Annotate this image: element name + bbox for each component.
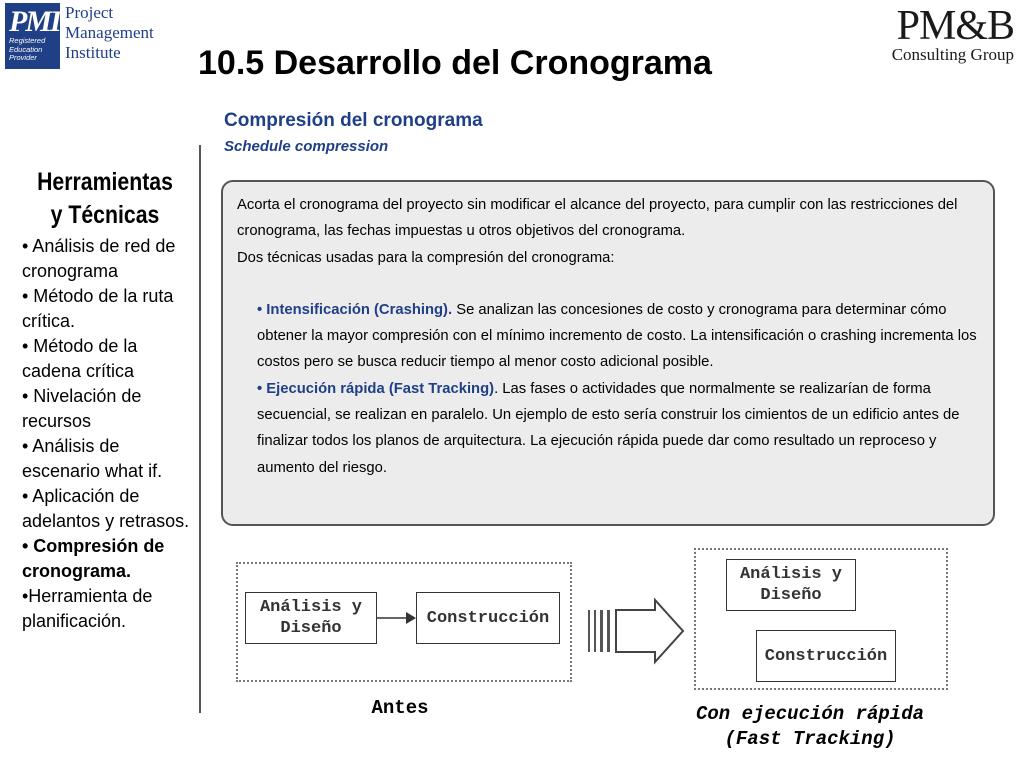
- before-caption: Antes: [371, 697, 429, 719]
- tools-list-item: • Método de la cadena crítica: [22, 336, 138, 381]
- pmi-registered-label: Registered Education Provider: [9, 36, 46, 62]
- pmi-mark-letters: PMI: [9, 5, 60, 38]
- description-intro: Acorta el cronograma del proyecto sin modificar el alcance del proyecto, para cumplir con las restricciones del cronograma, las fechas impuestas u otros objetivos del cronograma.: [237, 197, 958, 240]
- page-title: 10.5 Desarrollo del Cronograma: [198, 44, 712, 82]
- tools-list-item: • Análisis de red de cronograma: [22, 236, 176, 281]
- before-construction-node: Construcción: [416, 592, 560, 644]
- tools-list-item: • Análisis de escenario what if.: [22, 436, 163, 481]
- pmi-logo-text: Project Management Institute: [65, 3, 154, 62]
- fast-tracking-text: . Las fases o actividades que normalmente se realizarían de forma secuencial, se realizan en paralelo. Un ejemplo de esto sería construir los cimientos de un edificio antes de finalizar todos los planos de arquitectura. La ejecución rápida puede dar como resultado un reproceso y aumento del riesgo.: [257, 380, 960, 476]
- pmb-logo-name: PM&B: [896, 3, 1014, 49]
- tools-list-item: •Herramienta de planificación.: [22, 586, 153, 631]
- tools-list-item-highlighted: • Compresión de cronograma.: [22, 536, 165, 581]
- pmb-logo-subtitle: Consulting Group: [891, 45, 1014, 64]
- after-analysis-design-node: Análisis y Diseño: [726, 559, 856, 611]
- tools-list-item: • Método de la ruta crítica.: [22, 286, 174, 331]
- flow-arrow-head: [406, 612, 416, 624]
- after-caption: Con ejecución rápida (Fast Tracking): [695, 703, 925, 750]
- tools-heading: Herramientas y Técnicas: [37, 168, 173, 229]
- before-analysis-design-node: Análisis y Diseño: [245, 592, 377, 644]
- tools-list-item: • Aplicación de adelantos y retrasos.: [22, 486, 190, 531]
- section-subtitle: Compresión del cronograma: [224, 110, 483, 131]
- transition-arrow-icon: [588, 600, 683, 662]
- crashing-heading: • Intensificación (Crashing).: [257, 301, 453, 318]
- tools-list-item: • Nivelación de recursos: [22, 386, 142, 431]
- description-techniques-intro: Dos técnicas usadas para la compresión del cronograma:: [237, 249, 615, 266]
- after-construction-node: Construcción: [756, 630, 896, 682]
- crashing-text: Se analizan las concesiones de costo y cronograma para determinar cómo obtener la mayor compresión con el mínimo incremento de costo. La intensificación o crashing incrementa los costos pero se busca reducir tiempo al menor costo adicional posible.: [257, 301, 977, 371]
- fast-tracking-heading: • Ejecución rápida (Fast Tracking): [257, 380, 495, 397]
- section-subtitle-english: Schedule compression: [224, 138, 389, 155]
